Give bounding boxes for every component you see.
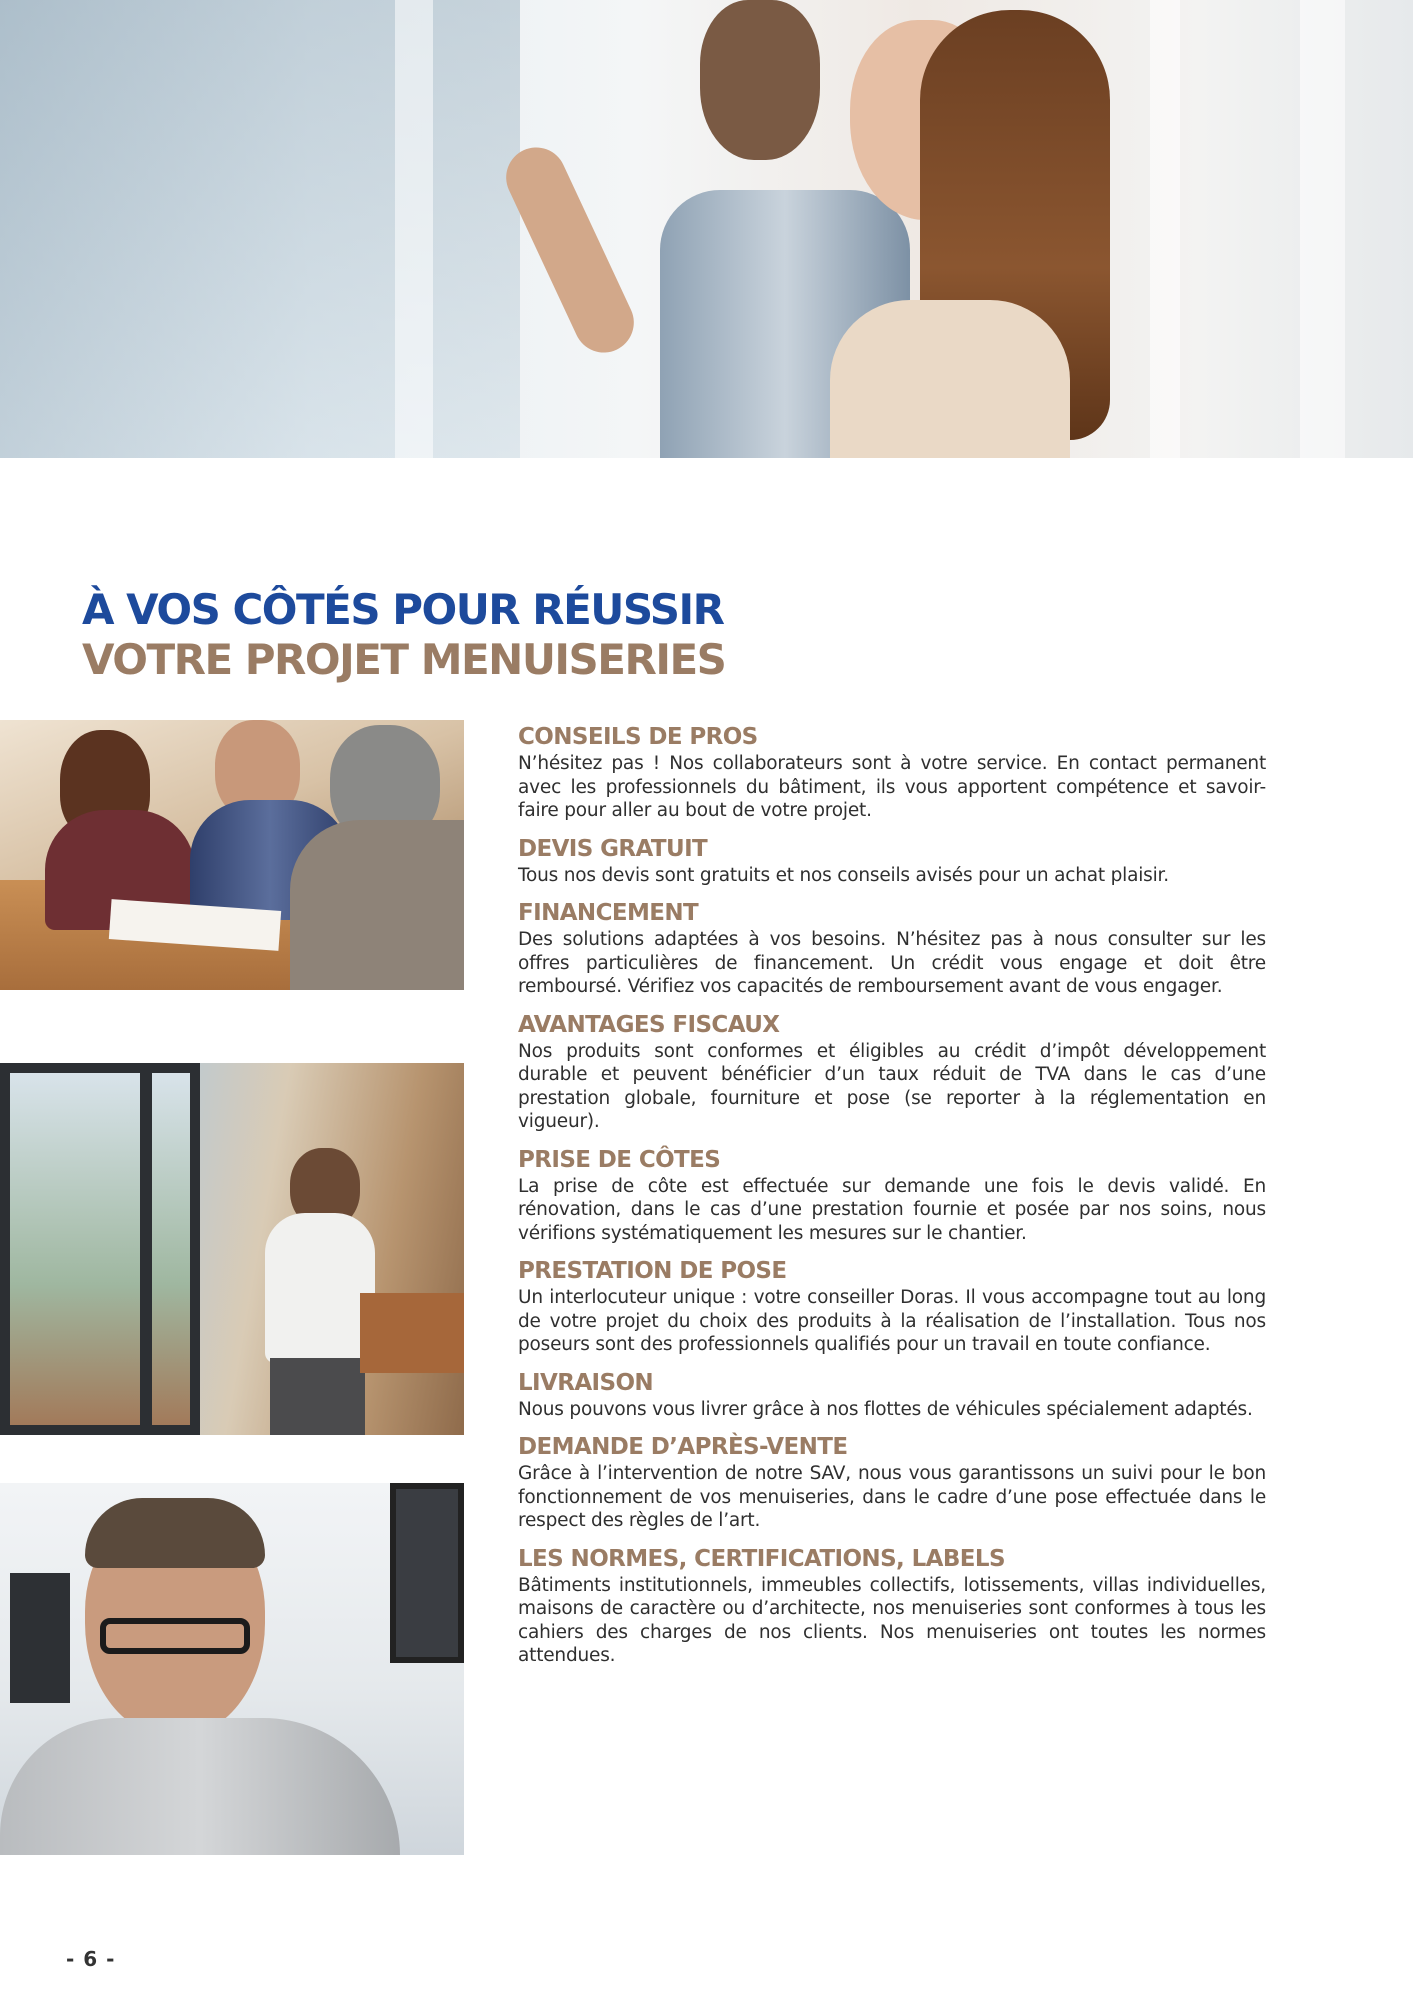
- installer-tshirt: [265, 1213, 375, 1363]
- section-text: La prise de côte est effectuée sur demande une fois le devis validé. En rénovation, dans le cas d’une prestation fournie et posée par nos soins, nous vérifions systématiquement les mesures sur le chantier.: [518, 1175, 1266, 1244]
- page-title: [82, 585, 725, 685]
- section-heading: AVANTAGES FISCAUX: [518, 1011, 780, 1038]
- section-text: Nous pouvons vous livrer grâce à nos flottes de véhicules spécialement adaptés.: [518, 1398, 1253, 1420]
- section-livraison: [518, 1368, 1266, 1422]
- man-sweater: [0, 1718, 400, 1855]
- title-line-2: VOTRE PROJET MENUISERIES: [82, 635, 726, 684]
- section-prestation-de-pose: [518, 1256, 1266, 1357]
- section-devis-gratuit: [518, 834, 1266, 888]
- services-list: [518, 722, 1266, 1679]
- section-text: Un interlocuteur unique : votre conseiller Doras. Il vous accompagne tout au long de votre projet du choix des produits à la réalisation de l’installation. Tous nos poseurs sont des professionnels qualifiés pour un travail en toute confiance.: [518, 1287, 1266, 1355]
- section-financement: [518, 898, 1266, 999]
- window-glass-reflection: [0, 0, 520, 458]
- advisor-shirt: [290, 820, 464, 990]
- section-normes-certifications-labels: [518, 1544, 1266, 1668]
- photo-window-installation: [0, 1063, 464, 1435]
- section-heading: LIVRAISON: [518, 1369, 654, 1396]
- section-text: Des solutions adaptées à vos besoins. N’hésitez pas à nous consulter sur les offres particulières de financement. Un crédit vous engage et doit être remboursé. Vérifiez vos capacités de remboursement avant de vous engager.: [518, 929, 1266, 997]
- section-heading: DEMANDE D’APRÈS-VENTE: [518, 1434, 848, 1460]
- section-heading: PRESTATION DE POSE: [518, 1258, 787, 1284]
- photo-advisor-portrait: [0, 1483, 464, 1855]
- section-text: N’hésitez pas ! Nos collaborateurs sont à votre service. En contact permanent avec les professionnels du bâtiment, ils vous apportent compétence et savoir-faire pour aller au bout de votre projet.: [518, 753, 1266, 821]
- installer-trousers: [270, 1358, 365, 1435]
- title-line-1: À VOS CÔTÉS POUR RÉUSSIR: [82, 585, 724, 634]
- window-frame: [1150, 0, 1180, 458]
- section-demande-apres-vente: [518, 1432, 1266, 1533]
- section-text: Nos produits sont conformes et éligibles au crédit d’impôt développement durable et peuvent bénéficier d’un taux réduit de TVA dans le cas d’une prestation globale, fourniture et pose (se reporter à la réglementation en vigueur).: [518, 1040, 1266, 1132]
- man-hair: [85, 1498, 265, 1568]
- section-text: Bâtiments institutionnels, immeubles collectifs, lotissements, villas individuelles, maisons de caractère ou d’architecte, nos menuiseries sont conformes à tous les cahiers des charges de nos clients. Nos menuiseries ont toutes les normes attendues.: [518, 1574, 1266, 1666]
- window-frame: [1300, 0, 1345, 458]
- section-prise-de-cotes: [518, 1145, 1266, 1246]
- section-avantages-fiscaux: [518, 1010, 1266, 1134]
- computer-monitor: [390, 1483, 464, 1663]
- photo-consultation-meeting: [0, 720, 464, 990]
- section-conseils-de-pros: [518, 722, 1266, 823]
- section-heading: DEVIS GRATUIT: [518, 835, 708, 862]
- wood-panel: [360, 1293, 464, 1373]
- section-heading: LES NORMES, CERTIFICATIONS, LABELS: [518, 1545, 1005, 1572]
- section-text: Grâce à l’intervention de notre SAV, nous vous garantissons un suivi pour le bon fonctionnement de vos menuiseries, dans le cadre d’une pose effectuée dans le respect des règles de l’art.: [518, 1463, 1266, 1531]
- section-heading: PRISE DE CÔTES: [518, 1146, 721, 1173]
- hero-photo-couple-window: [0, 0, 1413, 458]
- woman-sweater: [830, 300, 1070, 458]
- sliding-window: [0, 1063, 200, 1435]
- page-number: - 6 -: [66, 1947, 116, 1971]
- window-frame: [140, 1063, 152, 1435]
- section-heading: FINANCEMENT: [518, 900, 699, 926]
- section-text: Tous nos devis sont gratuits et nos conseils avisés pour un achat plaisir.: [518, 864, 1169, 886]
- window-frame: [395, 0, 433, 458]
- section-heading: CONSEILS DE PROS: [518, 724, 758, 750]
- background-monitor: [10, 1573, 70, 1703]
- glasses: [100, 1618, 250, 1654]
- man-head: [700, 0, 820, 160]
